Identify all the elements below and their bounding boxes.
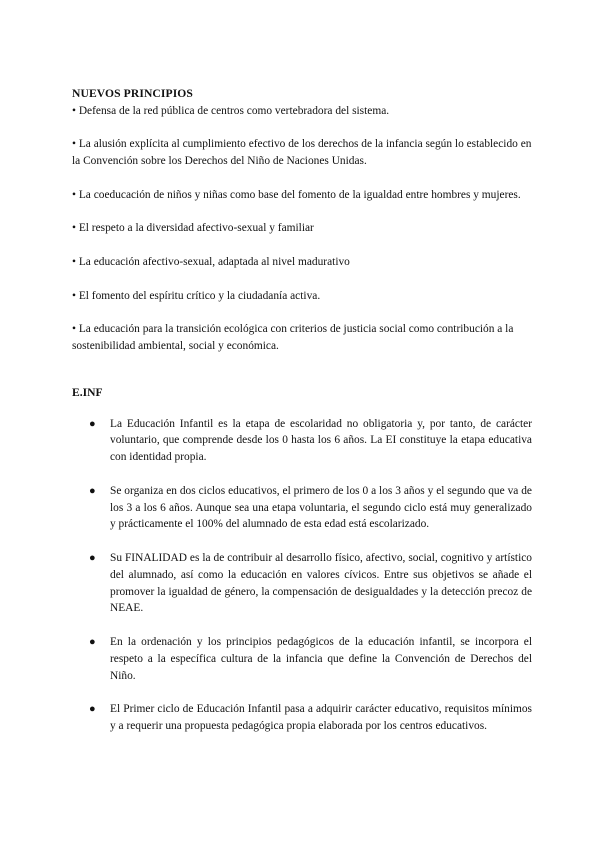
- principle-item: • La coeducación de niños y niñas como base del fomento de la igualdad entre hombres y mujeres.: [72, 188, 521, 201]
- einf-bullet-list: [72, 416, 532, 735]
- bullet-icon: ●: [89, 484, 96, 497]
- list-item: [72, 701, 532, 735]
- list-item-text: El Primer ciclo de Educación Infantil pasa a adquirir carácter educativo, requisitos mínimos y a requerir una propuesta pedagógica propia elaborada por los centros educativos.: [110, 703, 532, 732]
- list-item: [72, 634, 532, 684]
- bullet-icon: ●: [89, 703, 96, 716]
- list-item-text: Se organiza en dos ciclos educativos, el primero de los 0 a los 3 años y el segundo que va de los 3 a los 6 años. Aunque sea una etapa voluntaria, el segundo ciclo está muy generalizado y prácticamente el 100% del alumnado de esta edad está escolarizado.: [110, 484, 532, 531]
- principle-item: • Defensa de la red pública de centros como vertebradora del sistema.: [72, 104, 390, 117]
- principle-item: • La educación para la transición ecológica con criterios de justicia social como contribución a la sostenibilidad ambiental, social y económica.: [72, 323, 514, 352]
- section-title-nuevos-principios: NUEVOS PRINCIPIOS: [72, 87, 193, 100]
- list-item-text: La Educación Infantil es la etapa de escolaridad no obligatoria y, por tanto, de carácter voluntario, que comprende desde los 0 hasta los 6 años. La EI constituye la etapa educativa con identidad propia.: [110, 417, 532, 464]
- list-item: [72, 550, 532, 617]
- principle-item: • La educación afectivo-sexual, adaptada al nivel madurativo: [72, 255, 350, 268]
- list-item: [72, 416, 532, 466]
- list-item: [72, 483, 532, 533]
- list-item-text: En la ordenación y los principios pedagógicos de la educación infantil, se incorpora el respeto a la específica cultura de la infancia que define la Convención de Derechos del Niño.: [110, 635, 532, 682]
- list-item-text: Su FINALIDAD es la de contribuir al desarrollo físico, afectivo, social, cognitivo y artístico del alumnado, así como la educación en valores cívicos. Entre sus objetivos se añade el promover la igualdad de género, la compensación de desigualdades y la detección precoz de NEAE.: [110, 551, 532, 615]
- principles-list: [72, 103, 532, 355]
- principle-item: • La alusión explícita al cumplimiento efectivo de los derechos de la infancia según lo establecido en la Convención sobre los Derechos del Niño de Naciones Unidas.: [72, 138, 532, 168]
- section-title-einf: E.INF: [72, 385, 103, 399]
- bullet-icon: ●: [89, 635, 96, 648]
- principle-item: • El respeto a la diversidad afectivo-sexual y familiar: [72, 222, 314, 235]
- bullet-icon: ●: [89, 417, 96, 430]
- principle-item: • El fomento del espíritu crítico y la ciudadanía activa.: [72, 289, 321, 302]
- document-content: [72, 86, 532, 735]
- bullet-icon: ●: [89, 551, 96, 564]
